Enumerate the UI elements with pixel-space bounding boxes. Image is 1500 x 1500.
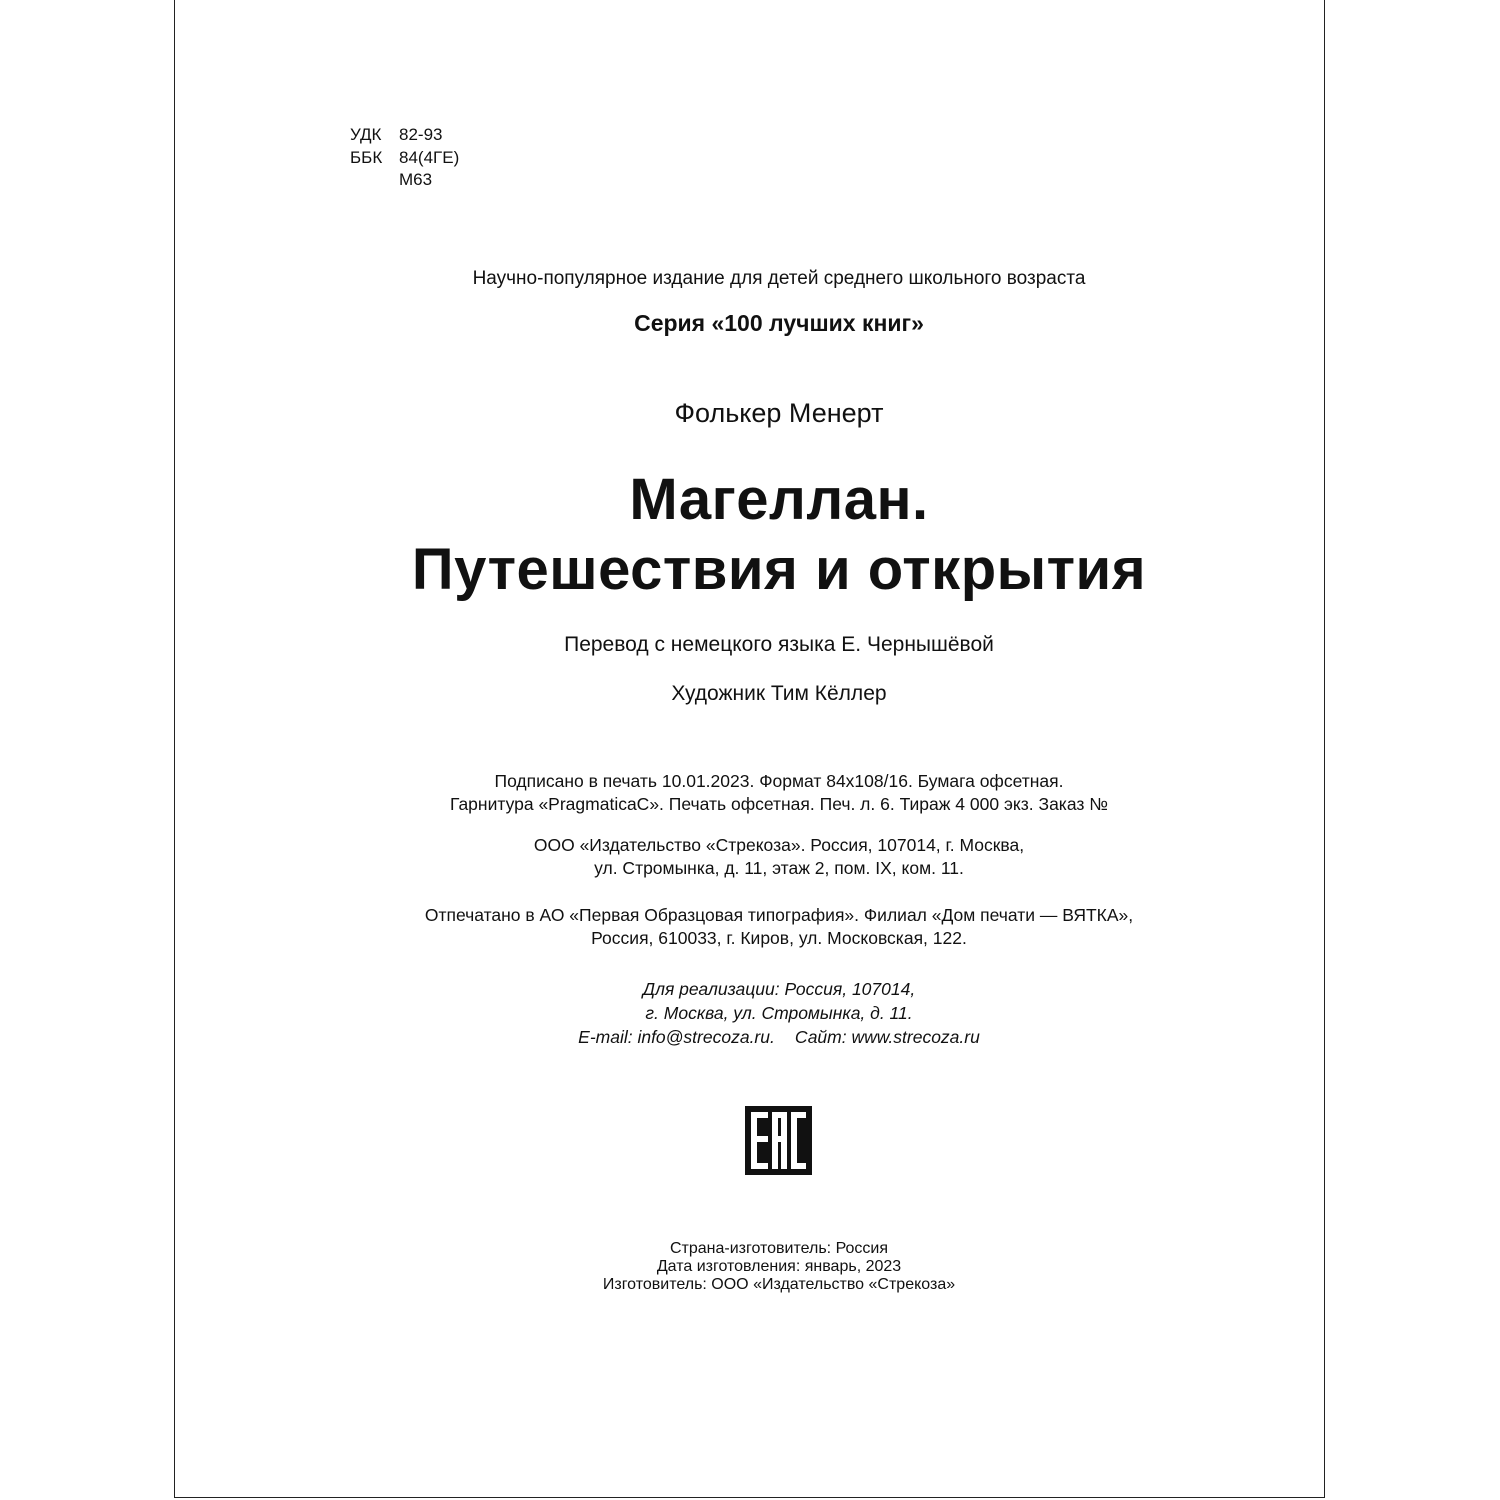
sales-email: E-mail: info@strecoza.ru.	[578, 1027, 775, 1047]
author-name: Фолькер Менерт	[674, 398, 884, 428]
author-mark: М63	[399, 170, 433, 189]
publisher-address	[174, 834, 1384, 880]
manufacture-date: Дата изготовления: январь, 2023	[656, 1258, 902, 1275]
book-title	[174, 465, 1384, 605]
book-title-line-2: Путешествия и открытия	[411, 537, 1147, 602]
udk-label: УДК	[350, 125, 382, 144]
print-details-line-1: Подписано в печать 10.01.2023. Формат 84х108/16. Бумага офсетная.	[494, 771, 1064, 791]
bbk-row	[350, 147, 459, 170]
bbk-label: ББК	[350, 147, 383, 167]
sales-line-1: Для реализации: Россия, 107014,	[642, 979, 916, 999]
print-details	[174, 770, 1384, 816]
translator-credit: Перевод с немецкого языка Е. Чернышёвой	[564, 633, 994, 656]
publisher-address-line-2: ул. Стромынка, д. 11, этаж 2, пом. IX, ком. 11.	[594, 858, 964, 878]
udk-value: 82-93	[399, 125, 443, 144]
print-details-line-2: Гарнитура «PragmaticaC». Печать офсетная. Печ. л. 6. Тираж 4 000 экз. Заказ №	[449, 794, 1109, 814]
sales-info	[174, 977, 1384, 1049]
series-title: Серия «100 лучших книг»	[634, 310, 924, 336]
sales-site: Сайт: www.strecoza.ru	[794, 1027, 980, 1047]
author-mark-row	[350, 169, 459, 192]
sales-contacts	[174, 1025, 1384, 1049]
bbk-value: 84(4ГЕ)	[399, 147, 460, 167]
manufacturer-name: Изготовитель: ООО «Издательство «Стрекоза»	[602, 1276, 956, 1293]
sales-line-2: г. Москва, ул. Стромынка, д. 11.	[645, 1003, 913, 1023]
manufacturer-info	[174, 1240, 1384, 1294]
printer-address-line-2: Россия, 610033, г. Киров, ул. Московская, 122.	[591, 928, 967, 948]
book-title-line-1: Магеллан.	[629, 467, 929, 532]
illustrator-credit: Художник Тим Кёллер	[671, 682, 887, 705]
manufacturer-country: Страна-изготовитель: Россия	[669, 1240, 889, 1257]
classification-codes	[350, 124, 459, 192]
eac-conformity-icon	[745, 1106, 812, 1175]
udk-row	[350, 124, 459, 147]
publisher-address-line-1: ООО «Издательство «Стрекоза». Россия, 107014, г. Москва,	[533, 835, 1025, 855]
printer-address-line-1: Отпечатано в АО «Первая Образцовая типография». Филиал «Дом печати — ВЯТКА»,	[424, 905, 1134, 925]
edition-type: Научно-популярное издание для детей среднего школьного возраста	[472, 268, 1086, 289]
printer-address	[174, 904, 1384, 950]
